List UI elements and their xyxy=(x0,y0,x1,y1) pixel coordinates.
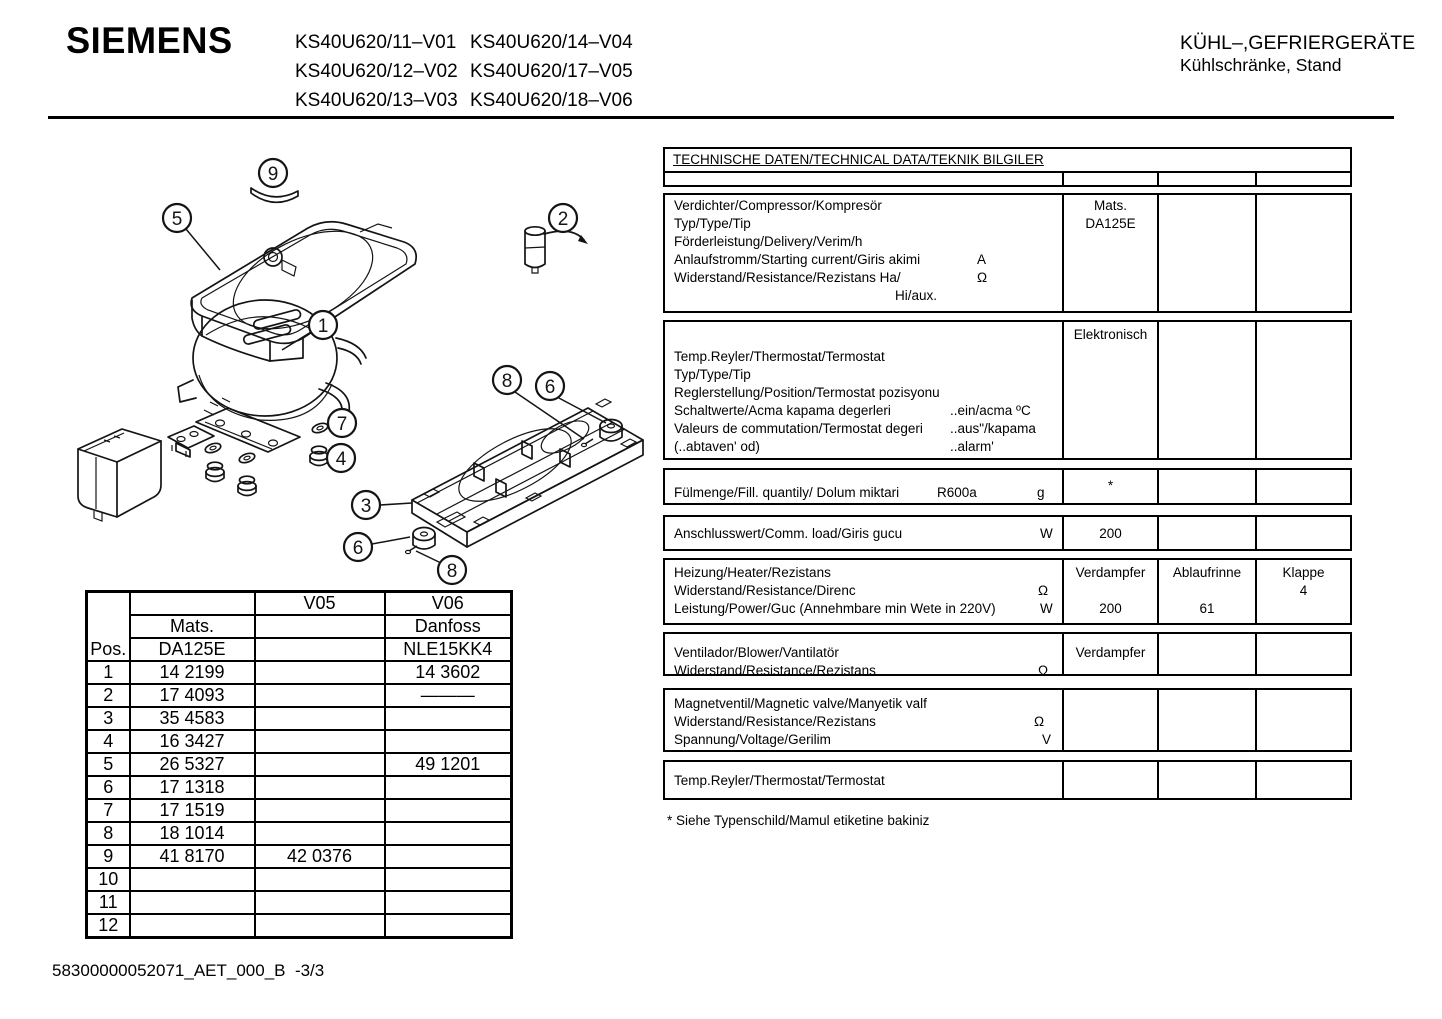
v06-cell: ——— xyxy=(385,684,512,707)
model-number: KS40U620/12–V02 xyxy=(295,61,458,82)
category-line2: Kühlschränke, Stand xyxy=(1180,55,1342,75)
tech-block-heater xyxy=(663,558,1352,625)
tech-value: 61 xyxy=(1199,601,1215,616)
table-row xyxy=(87,914,512,938)
v06-cell xyxy=(385,914,512,938)
tech-title-text: TECHNISCHE DATEN/TECHNICAL DATA/TEKNIK BILGILER xyxy=(673,152,1044,167)
tech-label: Leistung/Power/Guc (Annehmbare min Wete in 220V) xyxy=(674,601,996,616)
v06-cell xyxy=(385,891,512,914)
table-row xyxy=(87,822,512,845)
table-row xyxy=(87,661,512,684)
v06-cell: 14 3602 xyxy=(385,661,512,684)
header-blank xyxy=(255,615,385,638)
tech-label: Temp.Reyler/Thermostat/Termostat xyxy=(674,773,885,788)
callout-7: 7 xyxy=(336,414,348,435)
tech-block-connected-load xyxy=(663,515,1352,551)
v05-cell xyxy=(255,730,385,753)
pos-cell: 8 xyxy=(87,822,130,845)
mats-cell xyxy=(130,868,255,891)
col-header-mats: Mats. xyxy=(130,615,255,638)
v05-cell xyxy=(255,753,385,776)
col-header-da125e: DA125E xyxy=(130,638,255,661)
tech-value: 4 xyxy=(1299,583,1308,598)
v06-cell xyxy=(385,707,512,730)
v06-cell: 49 1201 xyxy=(385,753,512,776)
pos-cell: 11 xyxy=(87,891,130,914)
callout-5: 5 xyxy=(171,209,183,230)
table-row xyxy=(87,845,512,868)
pos-cell: 1 xyxy=(87,661,130,684)
tech-label: Schaltwerte/Acma kapama degerleri xyxy=(674,403,891,418)
tech-label: Ventilador/Blower/Vantilatör xyxy=(674,645,839,660)
parts-table xyxy=(85,590,513,939)
callout-2: 2 xyxy=(557,209,569,230)
model-row xyxy=(295,86,645,115)
tech-label: Heizung/Heater/Rezistans xyxy=(674,565,831,580)
tech-footnote: * Siehe Typenschild/Mamul etiketine bakiniz xyxy=(667,813,930,828)
tech-empty-row xyxy=(665,173,1350,185)
tech-label: Typ/Type/Tip xyxy=(674,216,751,231)
unit-label: W xyxy=(1040,526,1053,541)
tech-label: (..abtaven' od) xyxy=(674,439,760,454)
part-terminal-cover xyxy=(78,429,161,521)
exploded-parts-diagram xyxy=(60,140,650,610)
mats-cell: 26 5327 xyxy=(130,753,255,776)
tech-block-fill-quantity xyxy=(663,468,1352,505)
tech-label: Hi/aux. xyxy=(895,288,938,303)
mats-cell: 35 4583 xyxy=(130,707,255,730)
v06-cell xyxy=(385,868,512,891)
part-shim-arc xyxy=(251,188,298,202)
tech-value: Verdampfer xyxy=(1075,565,1146,580)
tech-block-thermostat xyxy=(663,320,1352,460)
pos-cell: 9 xyxy=(87,845,130,868)
tech-label: Förderleistung/Delivery/Verim/h xyxy=(674,234,863,249)
v05-cell xyxy=(255,684,385,707)
model-number: KS40U620/17–V05 xyxy=(470,61,633,82)
callout-1: 1 xyxy=(317,316,329,337)
pos-cell: 12 xyxy=(87,914,130,938)
category-line1: KÜHL–,GEFRIERGERÄTE xyxy=(1180,32,1416,54)
v05-cell xyxy=(255,707,385,730)
table-row xyxy=(87,753,512,776)
v05-cell xyxy=(255,661,385,684)
tech-value: Mats. xyxy=(1093,198,1127,213)
tech-block-thermostat-2 xyxy=(663,760,1352,800)
table-row xyxy=(87,868,512,891)
callout-4: 4 xyxy=(335,449,347,470)
col-header-v06: V06 xyxy=(385,592,512,616)
header-blank xyxy=(130,592,255,616)
col-header-pos: Pos. xyxy=(87,592,130,662)
parts-header-row-3 xyxy=(87,638,512,661)
callouts xyxy=(163,159,577,584)
tech-title-box xyxy=(663,147,1352,187)
v06-cell xyxy=(385,799,512,822)
unit-label: W xyxy=(1040,601,1053,616)
tech-value: ..alarm' xyxy=(950,439,994,454)
mats-cell: 41 8170 xyxy=(130,845,255,868)
v05-cell xyxy=(255,822,385,845)
v06-cell xyxy=(385,822,512,845)
tech-label: Anlaufstromm/Starting current/Giris akimi xyxy=(674,252,921,267)
tech-value: Elektronisch xyxy=(1073,327,1148,342)
mats-cell: 14 2199 xyxy=(130,661,255,684)
col-header-danfoss: Danfoss xyxy=(385,615,512,638)
v05-cell xyxy=(255,799,385,822)
tech-value: R600a xyxy=(937,485,977,500)
unit-label: Ω xyxy=(977,270,988,285)
unit-label: Ω xyxy=(1038,583,1049,598)
unit-label: g xyxy=(1037,485,1045,500)
tech-label: Widerstand/Resistance/Rezistans xyxy=(674,663,876,676)
unit-label: A xyxy=(977,252,987,267)
table-row xyxy=(87,799,512,822)
table-row xyxy=(87,776,512,799)
tech-value: ..aus"/kapama xyxy=(950,421,1036,436)
pos-cell: 5 xyxy=(87,753,130,776)
v05-cell xyxy=(255,868,385,891)
v05-cell xyxy=(255,914,385,938)
mats-cell: 17 1519 xyxy=(130,799,255,822)
v05-cell xyxy=(255,776,385,799)
table-row xyxy=(87,707,512,730)
col-header-nle15kk4: NLE15KK4 xyxy=(385,638,512,661)
pos-cell: 4 xyxy=(87,730,130,753)
v05-cell: 42 0376 xyxy=(255,845,385,868)
pos-cell: 6 xyxy=(87,776,130,799)
model-number: KS40U620/14–V04 xyxy=(470,32,633,53)
callout-6-top: 6 xyxy=(544,377,556,398)
tech-label: Widerstand/Resistance/Rezistans xyxy=(674,714,876,729)
mats-cell xyxy=(130,914,255,938)
unit-label: Ω xyxy=(1038,663,1049,676)
tech-value: * xyxy=(1107,478,1114,493)
tech-value: ..ein/acma ºC xyxy=(950,403,1031,418)
tech-label: Spannung/Voltage/Gerilim xyxy=(674,732,831,747)
header-divider xyxy=(48,116,1394,119)
header-blank xyxy=(255,638,385,661)
col-header-v05: V05 xyxy=(255,592,385,616)
table-row xyxy=(87,891,512,914)
tech-value: Klappe xyxy=(1282,565,1325,580)
tech-block-blower xyxy=(663,632,1352,676)
tech-value: Verdampfer xyxy=(1075,645,1146,660)
parts-header-row-2 xyxy=(87,615,512,638)
mats-cell: 17 1318 xyxy=(130,776,255,799)
model-row xyxy=(295,57,645,86)
tech-title xyxy=(665,149,1350,173)
model-number: KS40U620/13–V03 xyxy=(295,90,458,111)
document-number: 58300000052071_AET_000_B -3/3 xyxy=(52,961,325,980)
mats-cell: 18 1014 xyxy=(130,822,255,845)
model-row xyxy=(295,28,645,57)
tech-label: Widerstand/Resistance/Rezistans Ha/ xyxy=(674,270,901,285)
tech-label: Reglerstellung/Position/Termostat pozisyonu xyxy=(674,385,940,400)
unit-label: Ω xyxy=(1034,714,1045,729)
tech-value: Ablaufrinne xyxy=(1172,565,1242,580)
tech-value: 200 xyxy=(1099,526,1122,541)
model-list xyxy=(295,28,645,115)
tech-value: DA125E xyxy=(1085,216,1136,231)
tech-block-compressor xyxy=(663,193,1352,313)
tech-label: Magnetventil/Magnetic valve/Manyetik valf xyxy=(674,696,927,711)
parts-header-row-1 xyxy=(87,592,512,616)
model-number: KS40U620/11–V01 xyxy=(295,32,457,53)
model-number: KS40U620/18–V06 xyxy=(470,90,633,111)
tech-label: Fülmenge/Fill. quantily/ Dolum miktari xyxy=(674,485,900,500)
callout-3: 3 xyxy=(360,496,372,517)
mats-cell: 16 3427 xyxy=(130,730,255,753)
tech-label: Typ/Type/Tip xyxy=(674,367,751,382)
unit-label: V xyxy=(1042,732,1052,747)
tech-label: Temp.Reyler/Thermostat/Termostat xyxy=(674,349,885,364)
callout-9: 9 xyxy=(267,164,279,185)
pos-cell: 7 xyxy=(87,799,130,822)
tech-label: Verdichter/Compressor/Kompresör xyxy=(674,198,882,213)
v06-cell xyxy=(385,776,512,799)
siemens-logo: SIEMENS xyxy=(66,20,233,61)
v06-cell xyxy=(385,730,512,753)
pos-cell: 2 xyxy=(87,684,130,707)
tech-value xyxy=(1064,582,1157,600)
tech-value: 200 xyxy=(1099,601,1122,616)
mats-cell: 17 4093 xyxy=(130,684,255,707)
v05-cell xyxy=(255,891,385,914)
tech-label: Anschlusswert/Comm. load/Giris gucu xyxy=(674,526,903,541)
tech-value xyxy=(1159,582,1255,600)
tech-block-magnetic-valve xyxy=(663,688,1352,752)
mats-cell xyxy=(130,891,255,914)
part-capacitor xyxy=(525,227,588,273)
callout-6-bottom: 6 xyxy=(352,538,364,559)
pos-cell: 10 xyxy=(87,868,130,891)
tech-value xyxy=(1257,600,1350,618)
callout-8-top: 8 xyxy=(501,371,513,392)
part-mounting-tray xyxy=(191,211,416,361)
part-base-rail xyxy=(412,399,643,547)
v06-cell xyxy=(385,845,512,868)
table-row xyxy=(87,684,512,707)
tech-label: Widerstand/Resistance/Direnc xyxy=(674,583,856,598)
table-row xyxy=(87,730,512,753)
category-header xyxy=(1180,32,1415,76)
pos-cell: 3 xyxy=(87,707,130,730)
tech-label: Valeurs de commutation/Termostat degeri xyxy=(674,421,923,436)
callout-8-bottom: 8 xyxy=(446,561,458,582)
